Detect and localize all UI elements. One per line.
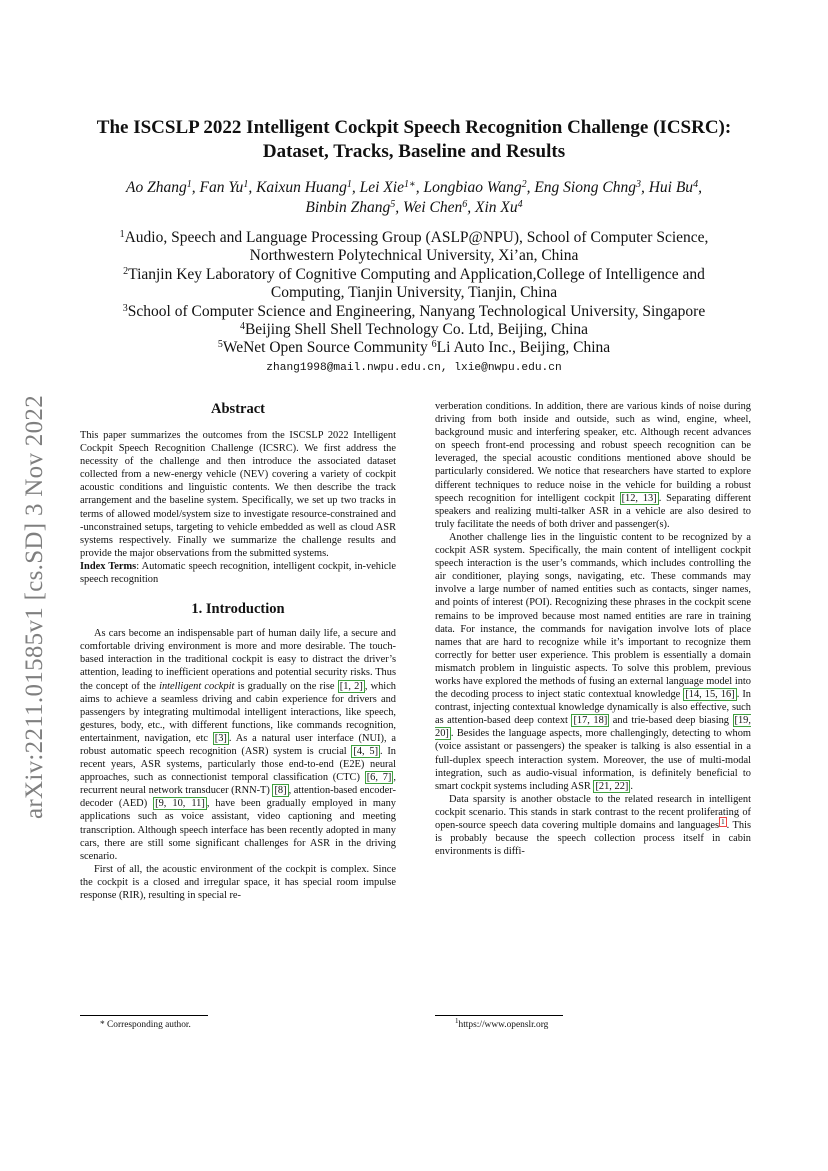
citation-link[interactable]: [9, 10, 11] xyxy=(155,798,205,810)
intro-paragraph-2: First of all, the acoustic environment of the cockpit is complex. Since the cockpit is a closed and irregular space, it has special room impulse response (RIR), resulting in special re- xyxy=(80,863,396,901)
title-line-1: The ISCSLP 2022 Intelligent Cockpit Speech Recognition Challenge (ICSRC): xyxy=(96,117,732,138)
affiliation-5-6: $^5$WeNet Open Source Community $^6$Li Auto Inc., Beijing, China xyxy=(217,339,611,357)
right-paragraph-2: Another challenge lies in the linguistic content to be recognized by a cockpit ASR system. Specifically, the main content of intelligent cockpit speech interaction is the user’s commands, which includes controlling the air conditioner, playing songs, navigating, etc. These commands may involve a large number of named entities such as contacts, singer names, and points of interest (POI). Recognizing these phrases in the cockpit scene remains to be improved because most named entities are rare in training data. For instance, the commands for navigation involve lots of place names that are hard to recognize while it’s important to recognize them correctly for better user experience. This problem is essentially a domain mismatch problem in linguistic aspects. To solve this problem, previous works have explored the methods of fusing an external language model into the decoding process to inject static contextual knowledge [14, 15, 16] . In contrast, injecting contextual knowledge dynamically is also effective, such as attention-based deep context [17, 18] and trie-based deep biasing [19, 20] . Besides the language aspects, more challengingly, detecting to whom (voice assistant or passengers) the speaker is talking is also essential in a full-duplex speech interaction system. Moreover, the use of multi-modal integration, such as audio-visual information, is definitely beneficial to smart cockpit systems including ASR [21, 22] . xyxy=(435,531,751,792)
citation-link[interactable]: [19, 20] xyxy=(435,715,751,740)
left-column xyxy=(80,400,396,902)
affiliation-2-cont: Computing, Tianjin University, Tianjin, China xyxy=(270,284,558,302)
affiliation-2: $^2$Tianjin Key Laboratory of Cognitive Computing and Application,College of Intelligence and xyxy=(123,265,705,283)
citation-link[interactable]: [14, 15, 16] xyxy=(685,689,735,701)
right-column xyxy=(435,400,751,858)
citation-link[interactable]: [8] xyxy=(274,785,287,797)
abstract-heading: Abstract xyxy=(211,401,265,417)
footnote-link[interactable]: 1 xyxy=(721,818,725,826)
affiliation-1: $^1$Audio, Speech and Language Processing Group (ASLP@NPU), School of Computer Science, xyxy=(119,229,709,246)
author-line-1: Ao Zhang$^1$, Fan Yu$^1$, Kaixun Huang$^1$, Lei Xie$^{1∗}$, Longbiao Wang$^2$, Eng Siong Chng$^3$, Hui Bu$^4$, xyxy=(126,179,702,196)
author-emails: zhang1998@mail.nwpu.edu.cn, lxie@nwpu.edu.cn xyxy=(266,362,562,374)
affiliation-3: $^3$School of Computer Science and Engineering, Nanyang Technological University, Singapore xyxy=(122,302,706,320)
footnote-rule-right xyxy=(435,1015,563,1016)
footnote-rule-left xyxy=(80,1015,208,1016)
citation-link[interactable]: [6, 7] xyxy=(366,772,392,784)
citation-link[interactable]: [12, 13] xyxy=(621,492,657,504)
title-line-2: Dataset, Tracks, Baseline and Results xyxy=(262,141,566,162)
citation-link[interactable]: [4, 5] xyxy=(353,745,379,757)
footnote-corresponding-author: * Corresponding author. xyxy=(100,1020,191,1030)
footnote-openslr: $^1$https://www.openslr.org xyxy=(455,1017,549,1030)
citation-link[interactable]: [17, 18] xyxy=(573,715,608,727)
citation-link[interactable]: [1, 2] xyxy=(339,680,363,692)
right-paragraph-3: Data sparsity is another obstacle to the related research in intelligent cockpit scenario. This stands in stark contrast to the recent proliferating of open-source speech data covering multiple domains and languages $^1$ . This is probably because the speech collection process itself in cabin environments is diffi- xyxy=(435,793,752,858)
citation-link[interactable]: [21, 22] xyxy=(595,780,629,792)
arxiv-stamp: arXiv:2211.01585v1 [cs.SD] 3 Nov 2022 xyxy=(21,394,48,820)
author-line-2: Binbin Zhang$^5$, Wei Chen$^6$, Xin Xu$^4$ xyxy=(305,199,523,216)
affiliations xyxy=(80,229,748,358)
author-list xyxy=(80,178,748,218)
affiliation-1-cont: Northwestern Polytechnical University, Xi’an, China xyxy=(249,247,579,265)
abstract-body: This paper summarizes the outcomes from the ISCSLP 2022 Intelligent Cockpit Speech Recognition Challenge (ICSRC). We first address the necessity of the challenge and then introduce the associated dataset collected from a new-energy vehicle (NEV) covering a variety of cockpit acoustic conditions and linguistic contents. We then describe the track arrangement and the baseline system. Specifically, we set up two tracks in terms of allowed model/system size to investigate resource-constrained and -unconstrained setups, targeting to vehicle embedded as well as cloud ASR systems respectively. Finally we summarize the challenge results and provide the major observations from the submitted systems. xyxy=(80,430,396,559)
citation-link[interactable]: [3] xyxy=(214,732,227,744)
index-terms: Index Terms: Automatic speech recognition, intelligent cockpit, in-vehicle speech recognition xyxy=(80,560,396,586)
affiliation-4: $^4$Beijing Shell Shell Technology Co. Ltd, Beijing, China xyxy=(239,321,589,339)
introduction-heading: 1. Introduction xyxy=(191,601,285,618)
right-paragraph-1: verberation conditions. In addition, there are various kinds of noise during driving from both inside and outside, such as wind, engine, wheel, background music and interfering speaker, etc. Although recent advances on speech front-end processing and robust speech recognition can be leveraged, the special acoustic conditions mentioned above should be particularly considered. We notice that researchers have started to explore different techniques to reduce noise in the vehicle for building a robust speech recognition for intelligent cockpit [12, 13] . Separating different speakers and realizing multi-talker ASR in a vehicle are also desired to truly facilitate the needs of both driver and passenger(s). xyxy=(435,401,751,530)
intro-paragraph-1: As cars become an indispensable part of human daily life, a secure and comfortable driving environment is more and more desirable. The touch-based interaction in the traditional cockpit is easy to distract the driver’s attention, leading to inefficient operations and potential security risks. Thus the concept of the intelligent cockpit is gradually on the rise [1, 2] , which aims to achieve a seamless driving and cabin experience for drivers and passengers by integrating multimodal intelligent interactions, like speech, gestures, body, etc., with different functions, like commands recognition, entertainment, navigation, etc [3] . As a natural user interface (NUI), a robust automatic speech recognition (ASR) system is crucial [4, 5] . In recent years, ASR systems, particularly those end-to-end (E2E) neural approaches, such as connectionist temporal classification (CTC) [6, 7] , recurrent neural network transducer (RNN-T) [8] , attention-based encoder-decoder (AED) [9, 10, 11] , have been gradually employed in many applications such as voice assistant, video captioning and meeting transcription. Although speech interface has been recently adopted in many cars, there are still some significant challenges for ASR in the driving scenario. xyxy=(80,628,396,862)
paper-title xyxy=(80,116,748,164)
